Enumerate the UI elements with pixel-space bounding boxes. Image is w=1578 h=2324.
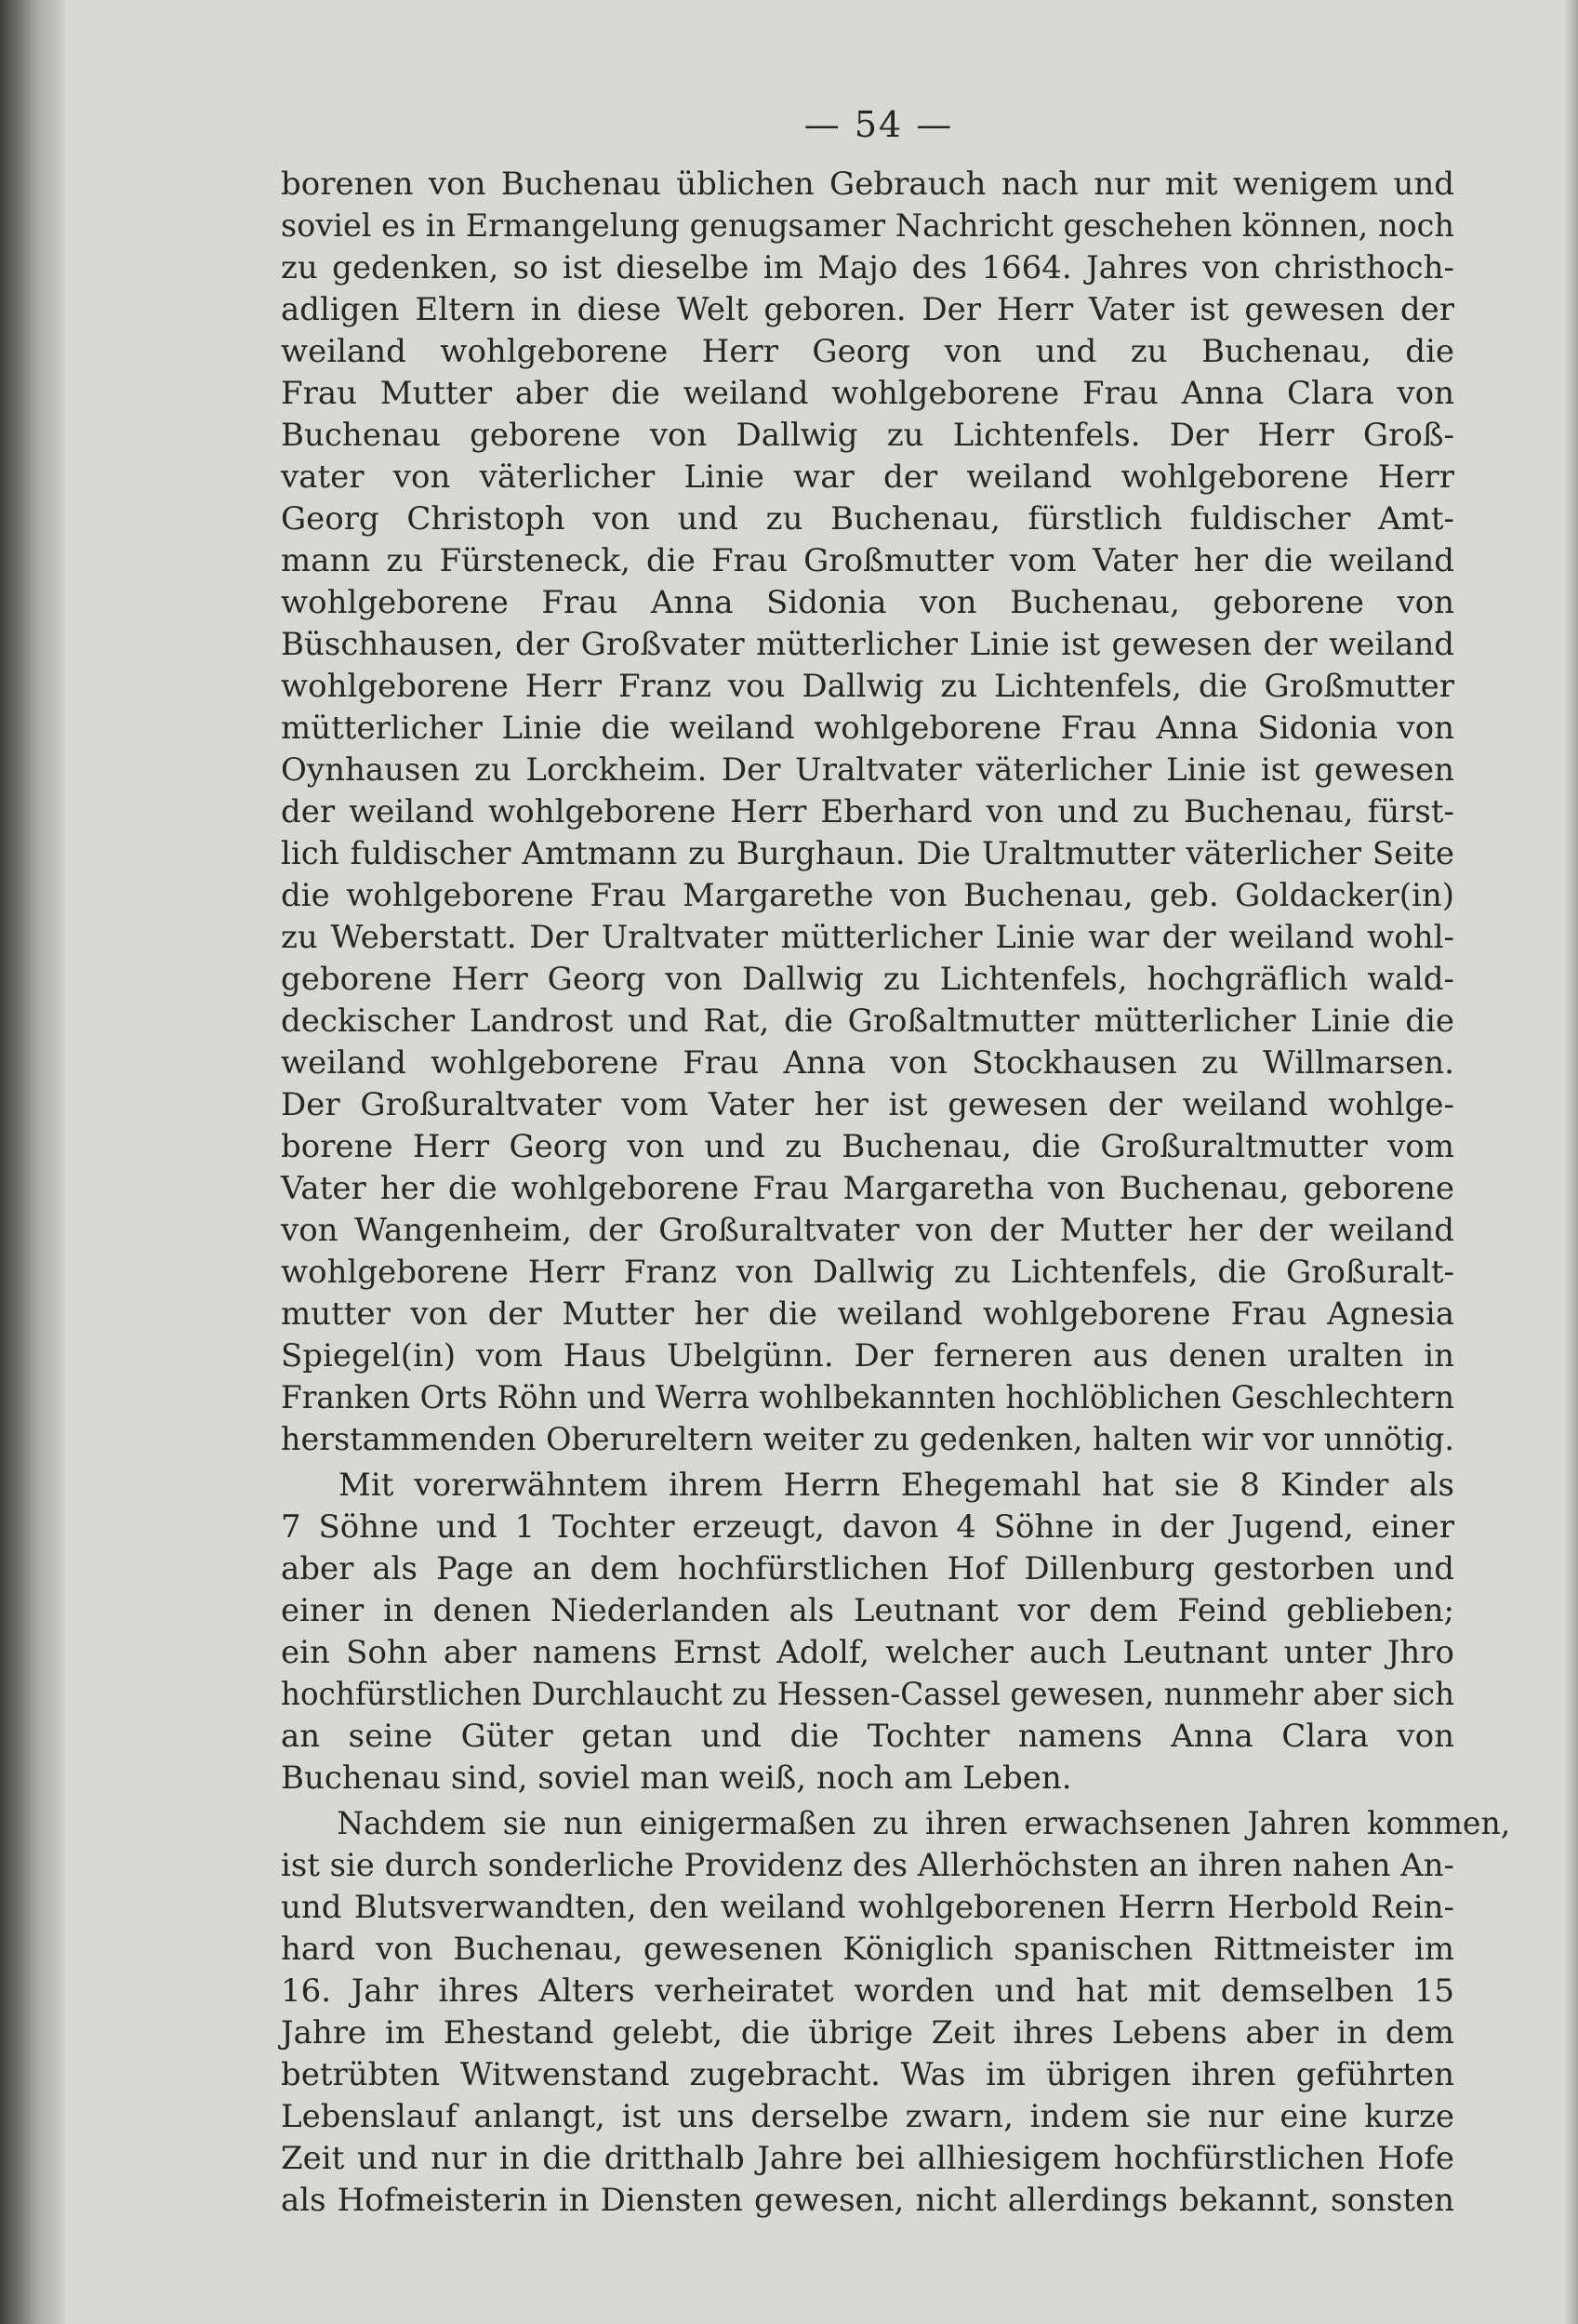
- text-line: lich fuldischer Amtmann zu Burghaun. Die Uraltmutter väterlicher Seite: [281, 835, 1454, 872]
- text-line: die wohlgeborene Frau Margarethe von Buchenau, geb. Goldacker(in): [281, 877, 1454, 914]
- page-number: — 54 —: [803, 104, 954, 145]
- paragraph: [281, 1803, 1511, 2222]
- text-line: Georg Christoph von und zu Buchenau, fürstlich fuldischer Amt-: [281, 500, 1454, 538]
- text-line: borene Herr Georg von und zu Buchenau, die Großuraltmutter vom: [281, 1128, 1454, 1165]
- text-line: Frau Mutter aber die weiland wohlgeborene Frau Anna Clara von: [281, 375, 1454, 412]
- text-line: Zeit und nur in die dritthalb Jahre bei allhiesigem hochfürstlichen Hofe: [281, 2140, 1454, 2177]
- text-line: zu Weberstatt. Der Uraltvater mütterlicher Linie war der weiland wohl-: [281, 919, 1454, 956]
- text-line: Vater her die wohlgeborene Frau Margaretha von Buchenau, geborene: [281, 1170, 1454, 1207]
- text-line: Buchenau geborene von Dallwig zu Lichtenfels. Der Herr Groß-: [281, 417, 1454, 454]
- text-line: einer in denen Niederlanden als Leutnant vor dem Feind geblieben;: [281, 1592, 1454, 1629]
- text-line: Jahre im Ehestand gelebt, die übrige Zeit ihres Lebens aber in dem: [281, 2014, 1454, 2052]
- text-line: betrübten Witwenstand zugebracht. Was im übrigen ihren geführten: [281, 2056, 1454, 2093]
- text-line: der weiland wohlgeborene Herr Eberhard von und zu Buchenau, fürst-: [281, 793, 1454, 830]
- text-line: von Wangenheim, der Großuraltvater von der Mutter her der weiland: [281, 1212, 1454, 1249]
- text-line: 7 Söhne und 1 Tochter erzeugt, davon 4 Söhne in der Jugend, einer: [281, 1508, 1454, 1546]
- text-line: wohlgeborene Herr Franz von Dallwig zu Lichtenfels, die Großuralt-: [281, 1254, 1454, 1291]
- text-line: adligen Eltern in diese Welt geboren. Der Herr Vater ist gewesen der: [281, 291, 1454, 328]
- text-line: Büschhausen, der Großvater mütterlicher Linie ist gewesen der weiland: [281, 626, 1454, 663]
- text-line: mann zu Fürsteneck, die Frau Großmutter vom Vater her die weiland: [281, 542, 1454, 579]
- text-line: ein Sohn aber namens Ernst Adolf, welcher auch Leutnant unter Jhro: [281, 1634, 1454, 1671]
- text-line: Oynhausen zu Lorckheim. Der Uraltvater väterlicher Linie ist gewesen: [281, 751, 1454, 789]
- page-edge-shadow: [1565, 0, 1578, 2324]
- text-line: an seine Güter getan und die Tochter namens Anna Clara von: [281, 1718, 1454, 1755]
- text-line: Lebenslauf anlangt, ist uns derselbe zwarn, indem sie nur eine kurze: [281, 2098, 1454, 2135]
- text-line: Spiegel(in) vom Haus Ubelgünn. Der ferneren aus denen uralten in: [281, 1337, 1454, 1374]
- paragraph: [281, 164, 1454, 1461]
- text-line: wohlgeborene Herr Franz vou Dallwig zu Lichtenfels, die Großmutter: [281, 668, 1454, 705]
- text-line: Buchenau sind, soviel man weiß, noch am Leben.: [281, 1760, 1072, 1797]
- text-line: hochfürstlichen Durchlaucht zu Hessen-Cassel gewesen, nunmehr aber sich: [281, 1676, 1454, 1713]
- text-line: soviel es in Ermangelung genugsamer Nachricht geschehen können, noch: [281, 207, 1454, 245]
- text-line: mutter von der Mutter her die weiland wohlgeborene Frau Agnesia: [281, 1295, 1454, 1333]
- text-line: borenen von Buchenau üblichen Gebrauch nach nur mit wenigem und: [281, 166, 1454, 203]
- text-line: deckischer Landrost und Rat, die Großaltmutter mütterlicher Linie die: [281, 1003, 1454, 1040]
- text-line: zu gedenken, so ist dieselbe im Majo des 1664. Jahres von christhoch-: [281, 249, 1454, 286]
- text-line: ist sie durch sonderliche Providenz des Allerhöchsten an ihren nahen An-: [281, 1847, 1454, 1884]
- text-line: 16. Jahr ihres Alters verheiratet worden und hat mit demselben 15: [281, 1972, 1454, 2010]
- text-line: mütterlicher Linie die weiland wohlgeborene Frau Anna Sidonia von: [281, 710, 1454, 747]
- text-line: vater von väterlicher Linie war der weiland wohlgeborene Herr: [281, 458, 1454, 496]
- text-line: als Hofmeisterin in Diensten gewesen, nicht allerdings bekannt, sonsten: [281, 2182, 1454, 2219]
- text-line: Mit vorerwähntem ihrem Herrn Ehegemahl hat sie 8 Kinder als: [338, 1467, 1454, 1504]
- text-line: Franken Orts Röhn und Werra wohlbekannten hochlöblichen Geschlechtern: [281, 1379, 1454, 1416]
- body-text: [281, 164, 1511, 2222]
- text-line: Der Großuraltvater vom Vater her ist gewesen der weiland wohlge-: [281, 1086, 1454, 1123]
- book-binding-gutter: [0, 0, 65, 2324]
- paragraph: [281, 1465, 1454, 1799]
- text-line: weiland wohlgeborene Herr Georg von und zu Buchenau, die: [281, 333, 1454, 370]
- text-line: Nachdem sie nun einigermaßen zu ihren erwachsenen Jahren kommen,: [337, 1805, 1511, 1842]
- text-line: aber als Page an dem hochfürstlichen Hof Dillenburg gestorben und: [281, 1550, 1454, 1587]
- text-line: herstammenden Oberureltern weiter zu gedenken, halten wir vor unnötig.: [281, 1421, 1454, 1458]
- text-line: weiland wohlgeborene Frau Anna von Stockhausen zu Willmarsen.: [281, 1044, 1454, 1082]
- text-line: geborene Herr Georg von Dallwig zu Lichtenfels, hochgräflich wald-: [281, 961, 1454, 998]
- text-line: und Blutsverwandten, den weiland wohlgeborenen Herrn Herbold Rein-: [281, 1889, 1454, 1926]
- text-line: hard von Buchenau, gewesenen Königlich spanischen Rittmeister im: [281, 1931, 1454, 1968]
- text-line: wohlgeborene Frau Anna Sidonia von Buchenau, geborene von: [281, 584, 1454, 621]
